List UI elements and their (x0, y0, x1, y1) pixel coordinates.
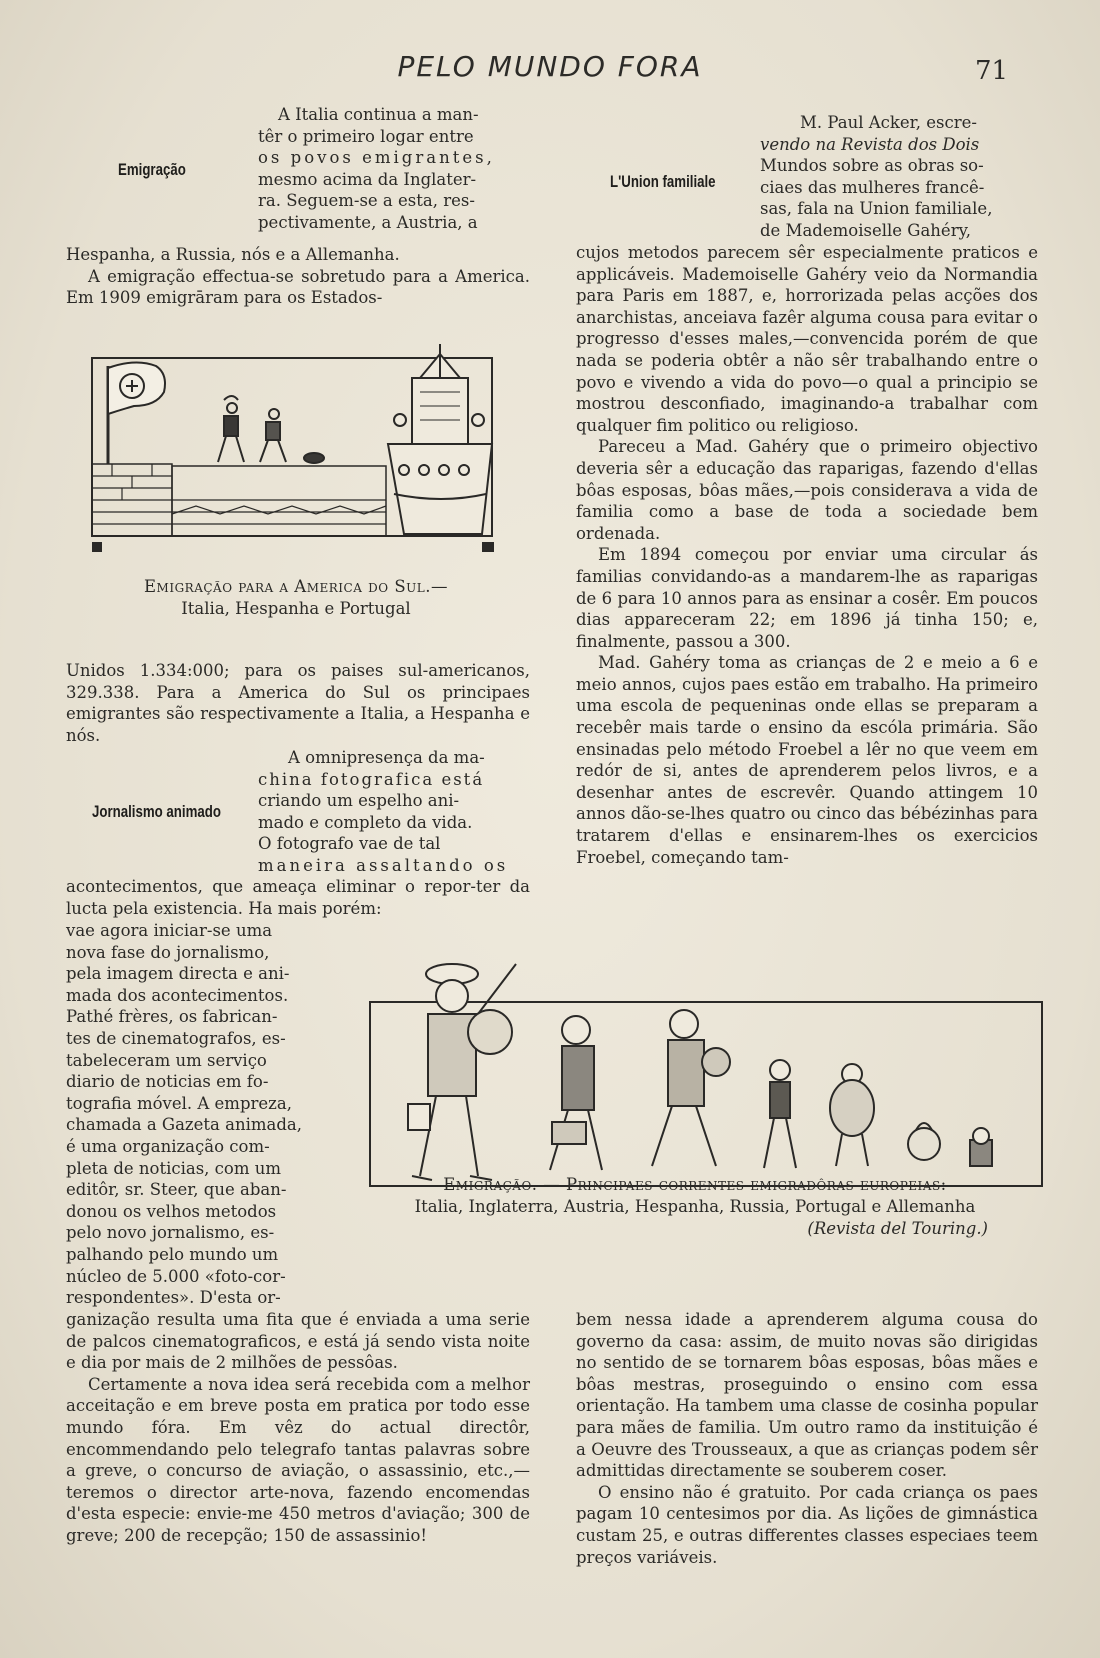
caption-line (352, 1174, 1038, 1196)
text-line: os povos emigrantes, (258, 148, 495, 168)
text-line: respondentes». D'esta or- (66, 1288, 281, 1308)
jornalismo-bottom (66, 1309, 530, 1547)
text-line: tabeleceram um serviço (66, 1050, 267, 1070)
text-line: donou os velhos metodos (66, 1201, 277, 1221)
caption-line: Emigração para a America do Sul.— (144, 577, 448, 596)
paragraph: ganização resulta uma fita que é enviada a uma serie de palcos cinematograficos, e está já sendo vista noite e dia por mais de 2 milhões de pessôas. (66, 1310, 530, 1373)
paragraph: Mad. Gahéry toma as crianças de 2 e meio a 6 e meio annos, cujos paes estão em trabalho. Ha primeiro uma escola de pequeninas onde ellas se preparam a recebêr mais tarde o ensino da escóla primária. São ensinadas pelo método Froebel a lêr no que veem em redór de si, antes de aprenderem pelos livros, e a desenhar antes de escrevêr. Quando attingem 10 annos dão-se-lhes quatro ou cinco das bébézinhas para tratarem d'ellas e ensinarem-lhes os exercicios Froebel, começando tam- (576, 653, 1038, 867)
jornalismo-body (66, 876, 530, 919)
text-line: editôr, sr. Steer, que aban- (66, 1180, 287, 1200)
text-line: de Mademoiselle Gahéry, (760, 220, 971, 240)
text-line: núcleo de 5.000 «foto-cor- (66, 1266, 286, 1286)
text-line: sas, fala na Union familiale, (760, 199, 993, 219)
figure2-caption (352, 1174, 1038, 1240)
text-line: palhando pelo mundo um (66, 1244, 279, 1264)
text-line: vendo na Revista dos Dois (760, 134, 980, 154)
jornalismo-intro (258, 747, 530, 877)
text-line: vae agora iniciar-se uma (66, 921, 273, 940)
section-head-emigracao: Emigração (118, 160, 186, 179)
text-line: chamada a Gazeta animada, (66, 1115, 302, 1135)
paragraph: Unidos 1.334:000; para os paises sul-americanos, 329.338. Para a America do Sul os principaes emigrantes são respectivamente a Italia, a Hespanha e nós. (66, 661, 530, 745)
paragraph: Pareceu a Mad. Gahéry que o primeiro objectivo deveria sêr a educação das raparigas, fazendo d'ellas bôas esposas, bôas mães,—pois considerava a vida de familia como a base de toda a sociedade bem ordenada. (576, 437, 1038, 543)
text-line: pleta de noticias, com um (66, 1158, 282, 1178)
page-number: 71 (975, 56, 1009, 86)
emigracao-continued (66, 660, 530, 746)
emigracao-intro (258, 104, 530, 234)
paragraph: cujos metodos parecem sêr especialmente praticos e applicáveis. Mademoiselle Gahéry veio da Normandia para Paris em 1887, e, horrorizada pelas acções dos anarchistas, anceiava fazêr alguma cousa para evitar o progresso d'esses males,—convencida porém de que nada se poderia obtêr a não sêr trabalhando entre o povo e vivendo a vida do povo—o qual a principio se mostrou desconfiado, imaginando-a trabalhar com qualquer fim politico ou religioso. (576, 243, 1038, 435)
text-line: diario de noticias em fo- (66, 1072, 269, 1092)
emigracao-body (66, 244, 530, 309)
text-line: A omnipresença da ma- (288, 748, 485, 767)
text-line: maneira assaltando os (258, 855, 509, 875)
union-bottom (576, 1309, 1038, 1568)
paragraph: acontecimentos, que ameaça eliminar o repor-ter da lucta pela existencia. Ha mais porém: (66, 877, 530, 918)
text-line: mesmo acima da Inglater- (258, 169, 477, 189)
figure-emigration-currents-illustration (366, 944, 1046, 1194)
text-line: Pathé frères, os fabrican- (66, 1007, 278, 1027)
text-line: O fotografo vae de tal (258, 834, 441, 854)
section-head-jornalismo: Jornalismo animado (92, 802, 221, 821)
paragraph: A emigração effectua-se sobretudo para a America. Em 1909 emigrāram para os Estados- (66, 266, 530, 308)
caption-text: Emigração. — Principaes correntes emigradôras europeias: (443, 1175, 947, 1194)
text-line: ciaes das mulheres francê- (760, 177, 985, 197)
text-line: mado e completo da vida. (258, 812, 473, 832)
figure-emigration-ship-illustration (86, 344, 524, 566)
caption-line: Italia, Inglaterra, Austria, Hespanha, Russia, Portugal e Allemanha (414, 1197, 976, 1216)
text-line: tes de cinematografos, es- (66, 1028, 286, 1048)
union-body (576, 242, 1038, 868)
caption-line: Italia, Hespanha e Portugal (181, 599, 411, 618)
text-line: ra. Seguem-se a esta, res- (258, 191, 475, 211)
text-line: criando um espelho ani- (258, 791, 460, 811)
text-line: pectivamente, a Austria, a (258, 212, 478, 232)
text-line: nova fase do jornalismo, (66, 942, 270, 962)
jornalismo-narrow-column (66, 920, 332, 1309)
union-intro (760, 112, 1038, 242)
text-line: têr o primeiro logar entre (258, 126, 474, 146)
figure2-source: (Revista del Touring.) (807, 1219, 988, 1238)
text-line: china fotografica está (258, 769, 485, 789)
paragraph: Hespanha, a Russia, nós e a Allemanha. (66, 245, 400, 264)
text-line: pela imagem directa e ani- (66, 964, 290, 984)
text-line: A Italia continua a man- (278, 105, 479, 124)
paragraph: Em 1894 começou por enviar uma circular ás familias convidando-as a mandarem-lhe as raparigas de 6 para 10 annos para as ensinar a cosêr. Em poucos dias appareceram 22; em 1896 já tinha 150; e, finalmente, passou a 300. (576, 545, 1038, 651)
paragraph: Certamente a nova idea será recebida com a melhor acceitação e em breve posta em pratica por todo esse mundo fóra. Em vêz do actual directôr, encommendando pelo telegrafo tantas palavras sobre a greve, o concurso de aviação, o assassinio, etc.,—teremos o director arte-nova, fazendo encomendas d'esta especie: envie-me 450 metros d'aviação; 300 de greve; 200 de recepção; 150 de assassinio! (66, 1374, 530, 1545)
text-line: pelo novo jornalismo, es- (66, 1223, 275, 1243)
figure1-caption (96, 576, 496, 620)
text-line: tografia móvel. A empreza, (66, 1093, 292, 1113)
paragraph: O ensino não é gratuito. Por cada criança os paes pagam 10 centesimos por dia. As lições de gimnástica custam 25, e outras differentes classes especiaes teem preços variáveis. (576, 1482, 1038, 1567)
text-line: mada dos acontecimentos. (66, 985, 289, 1005)
text-line: M. Paul Acker, escre- (800, 113, 977, 132)
paragraph: bem nessa idade a aprenderem alguma cousa do governo da casa: assim, de muito novas são dirigidas no sentido de se tornarem bôas esposas, bôas mães e bôas mestras, proseguindo o ensino com essa orientação. Ha tambem uma classe de cosinha popular para mães de familia. Um outro ramo da instituição é a Oeuvre des Trousseaux, a que as crianças podem sêr admittidas directamente se souberem coser. (576, 1310, 1038, 1481)
text-line: é uma organização com- (66, 1136, 270, 1156)
section-head-union-familiale: L'Union familiale (610, 172, 716, 191)
page-header-title: PELO MUNDO FORA (397, 50, 703, 83)
text-line: Mundos sobre as obras so- (760, 156, 984, 176)
